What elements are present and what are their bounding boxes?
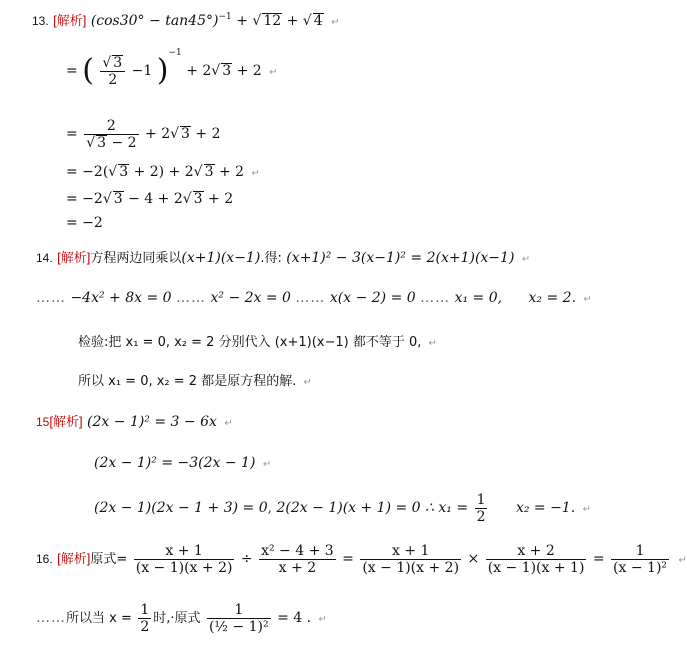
denominator: (x − 1)(x + 1) <box>487 559 585 576</box>
p13-line-4: = −2(√ 3 + 2) + 2√ 3 + 2 ↵ <box>66 164 260 180</box>
math-expr: (2x − 1)² = 3 − 6x <box>87 414 217 430</box>
numerator: 1 <box>234 601 244 618</box>
fraction <box>360 543 461 576</box>
math-expr: (x+1)(x−1) <box>181 250 261 266</box>
numerator: 2 <box>106 117 116 134</box>
math-expr: + 2 <box>145 126 171 142</box>
paragraph-mark-icon: ↵ <box>318 614 327 625</box>
p13-line-2: = ( $\frac{√ 3}{2}$ −1 )$^{-1}$ + 2√ 3 + 2 ↵ <box>66 48 278 88</box>
math-expr: 2(2x − 1)(x + 1) = 0 ∴ <box>276 500 434 516</box>
p13-line-3: = $\frac{2}{√ 3 - 2}$ + 2√ 3 + 2 <box>66 117 221 151</box>
sqrt-radicand: 3 <box>181 126 190 142</box>
paragraph-mark-icon: ↵ <box>303 377 312 388</box>
paragraph-mark-icon: ↵ <box>428 338 437 349</box>
math-expr: x(x − 2) = 0 <box>329 290 416 306</box>
sqrt-radicand: 3 <box>204 164 214 180</box>
p15-line-1 <box>36 413 233 433</box>
numerator: 1 <box>140 601 150 618</box>
p16-line-2 <box>36 598 327 640</box>
math-expr: + 2 <box>203 191 234 207</box>
math-expr: (x+1)² − 3(x−1)² = 2(x+1)(x−1) <box>286 250 515 266</box>
operator: = <box>342 551 354 567</box>
dots: …… <box>36 610 66 626</box>
numerator: 1 <box>635 542 645 559</box>
text: 原式= <box>90 552 128 567</box>
math-expr: = 4 . <box>277 610 312 626</box>
denominator: (x − 1)(x + 2) <box>135 559 233 576</box>
math-expr: + 2) + 2 <box>129 164 194 180</box>
problem-number: 16. <box>36 552 53 566</box>
math-expr: (2x − 1)(2x − 1 + 3) = 0 <box>94 500 268 516</box>
math-expr: = −2 <box>66 191 103 207</box>
dots: …… <box>295 290 326 306</box>
numerator: 1 <box>476 491 486 508</box>
math-expr: + 2 <box>190 126 221 142</box>
sqrt-radicand: 12 <box>263 13 282 29</box>
math-expr: − 4 + 2 <box>123 191 183 207</box>
text: 检验:把 x₁ = 0, x₂ = 2 分别代入 (x+1)(x−1) 都不等于 0, <box>78 335 422 350</box>
p14-line-3 <box>78 334 437 353</box>
fraction <box>259 543 336 576</box>
math-expr: x² − 2x = 0 <box>210 290 291 306</box>
denominator: 2 <box>100 71 125 88</box>
denominator: (½ − 1)² <box>208 618 269 635</box>
exponent: −1 <box>218 12 232 22</box>
paragraph-mark-icon: ↵ <box>262 459 272 470</box>
sqrt-radicand: 3 <box>193 191 203 207</box>
denominator: 2 <box>476 508 486 525</box>
text: .得: <box>260 251 282 266</box>
text: 所以当 x = <box>66 611 132 626</box>
analysis-tag: [解析] <box>53 13 87 28</box>
numerator: x² − 4 + 3 <box>261 542 334 559</box>
math-expr: −1 <box>131 63 153 79</box>
p13-line-1: 13. [解析] $(\cos 30^\circ - \tan 45^\circ)^{-1}$ + √ 12 + √ 4 ↵ <box>32 12 340 29</box>
fraction <box>207 602 271 635</box>
problem-number: 13. <box>32 14 49 28</box>
sqrt-radicand: 3 <box>119 164 129 180</box>
p14-line-4 <box>78 373 312 392</box>
denominator: 2 <box>140 618 150 635</box>
math-expr: (2x − 1)² = −3(2x − 1) <box>94 455 256 471</box>
sqrt-radicand: 3 <box>222 63 232 79</box>
p16-line-1 <box>36 541 687 579</box>
math-expr: x₂ = 2. <box>528 290 577 306</box>
math-expr: + 2 <box>214 164 245 180</box>
p13-line-5: = −2√ 3 − 4 + 2√ 3 + 2 <box>66 191 234 207</box>
operator: × <box>467 551 480 567</box>
math-expr: = −2( <box>66 164 109 180</box>
operator: = <box>592 551 605 567</box>
problem-number: 15 <box>36 415 50 429</box>
math-expr: + 2 <box>186 63 212 79</box>
paragraph-mark-icon: ↵ <box>582 504 592 515</box>
math-expr: x₂ = −1. <box>515 500 576 516</box>
math-expr: −4x² + 8x = 0 <box>70 290 172 306</box>
paragraph-mark-icon: ↵ <box>269 67 278 78</box>
numerator: x + 1 <box>165 542 203 559</box>
p14-line-1 <box>36 249 530 269</box>
dots: …… <box>36 290 66 306</box>
p14-line-2 <box>36 289 592 309</box>
fraction <box>138 602 151 635</box>
denominator: (x − 1)(x + 2) <box>362 559 460 576</box>
text: 方程两边同乘以 <box>90 251 182 266</box>
exponent: −1 <box>168 48 182 58</box>
analysis-tag: [解析] <box>49 414 83 429</box>
operator: ÷ <box>240 551 253 567</box>
text: 所以 x₁ = 0, x₂ = 2 都是原方程的解. <box>78 374 297 389</box>
math-expr: + 2 <box>232 63 262 79</box>
math-expr: x₁ = 0, <box>454 290 503 306</box>
numerator: x + 2 <box>517 542 555 559</box>
sqrt-radicand: 3 <box>113 191 123 207</box>
paragraph-mark-icon: ↵ <box>251 168 260 179</box>
paragraph-mark-icon: ↵ <box>678 555 687 566</box>
text: 时,·原式 <box>153 611 201 626</box>
paragraph-mark-icon: ↵ <box>224 418 233 429</box>
fraction <box>475 492 488 525</box>
math-expr: = −2 <box>66 215 103 231</box>
p13-line-6 <box>66 214 103 232</box>
denominator: √ 3 − 2 <box>86 134 137 151</box>
denominator: (x − 1)² <box>613 559 668 576</box>
dots: …… <box>420 290 451 306</box>
numerator: x + 1 <box>391 542 430 559</box>
analysis-tag: [解析] <box>57 250 91 265</box>
sqrt-radicand: 4 <box>313 13 323 29</box>
paragraph-mark-icon: ↵ <box>331 17 340 28</box>
fraction <box>611 543 669 576</box>
fraction <box>134 543 235 576</box>
math-expr: (cos30° − tan45°) <box>90 13 219 29</box>
math-expr: + <box>236 13 253 29</box>
math-expr: + <box>282 13 303 29</box>
denominator: x + 2 <box>259 559 336 576</box>
paragraph-mark-icon: ↵ <box>583 294 592 305</box>
math-expr: − 2 <box>107 134 137 151</box>
p15-line-2 <box>94 454 271 474</box>
p15-line-3 <box>94 490 591 528</box>
sqrt-radicand: 3 <box>97 134 107 151</box>
fraction <box>84 118 138 151</box>
paragraph-mark-icon: ↵ <box>521 254 531 265</box>
problem-number: 14. <box>36 251 53 265</box>
analysis-tag: [解析] <box>57 551 91 566</box>
comma: , <box>267 500 273 516</box>
math-expr: x₁ = <box>438 500 469 516</box>
fraction: $\frac{√ 3}{2}$ <box>100 55 125 88</box>
fraction <box>486 543 587 576</box>
dots: …… <box>176 290 207 306</box>
sqrt-radicand: 3 <box>113 54 123 71</box>
